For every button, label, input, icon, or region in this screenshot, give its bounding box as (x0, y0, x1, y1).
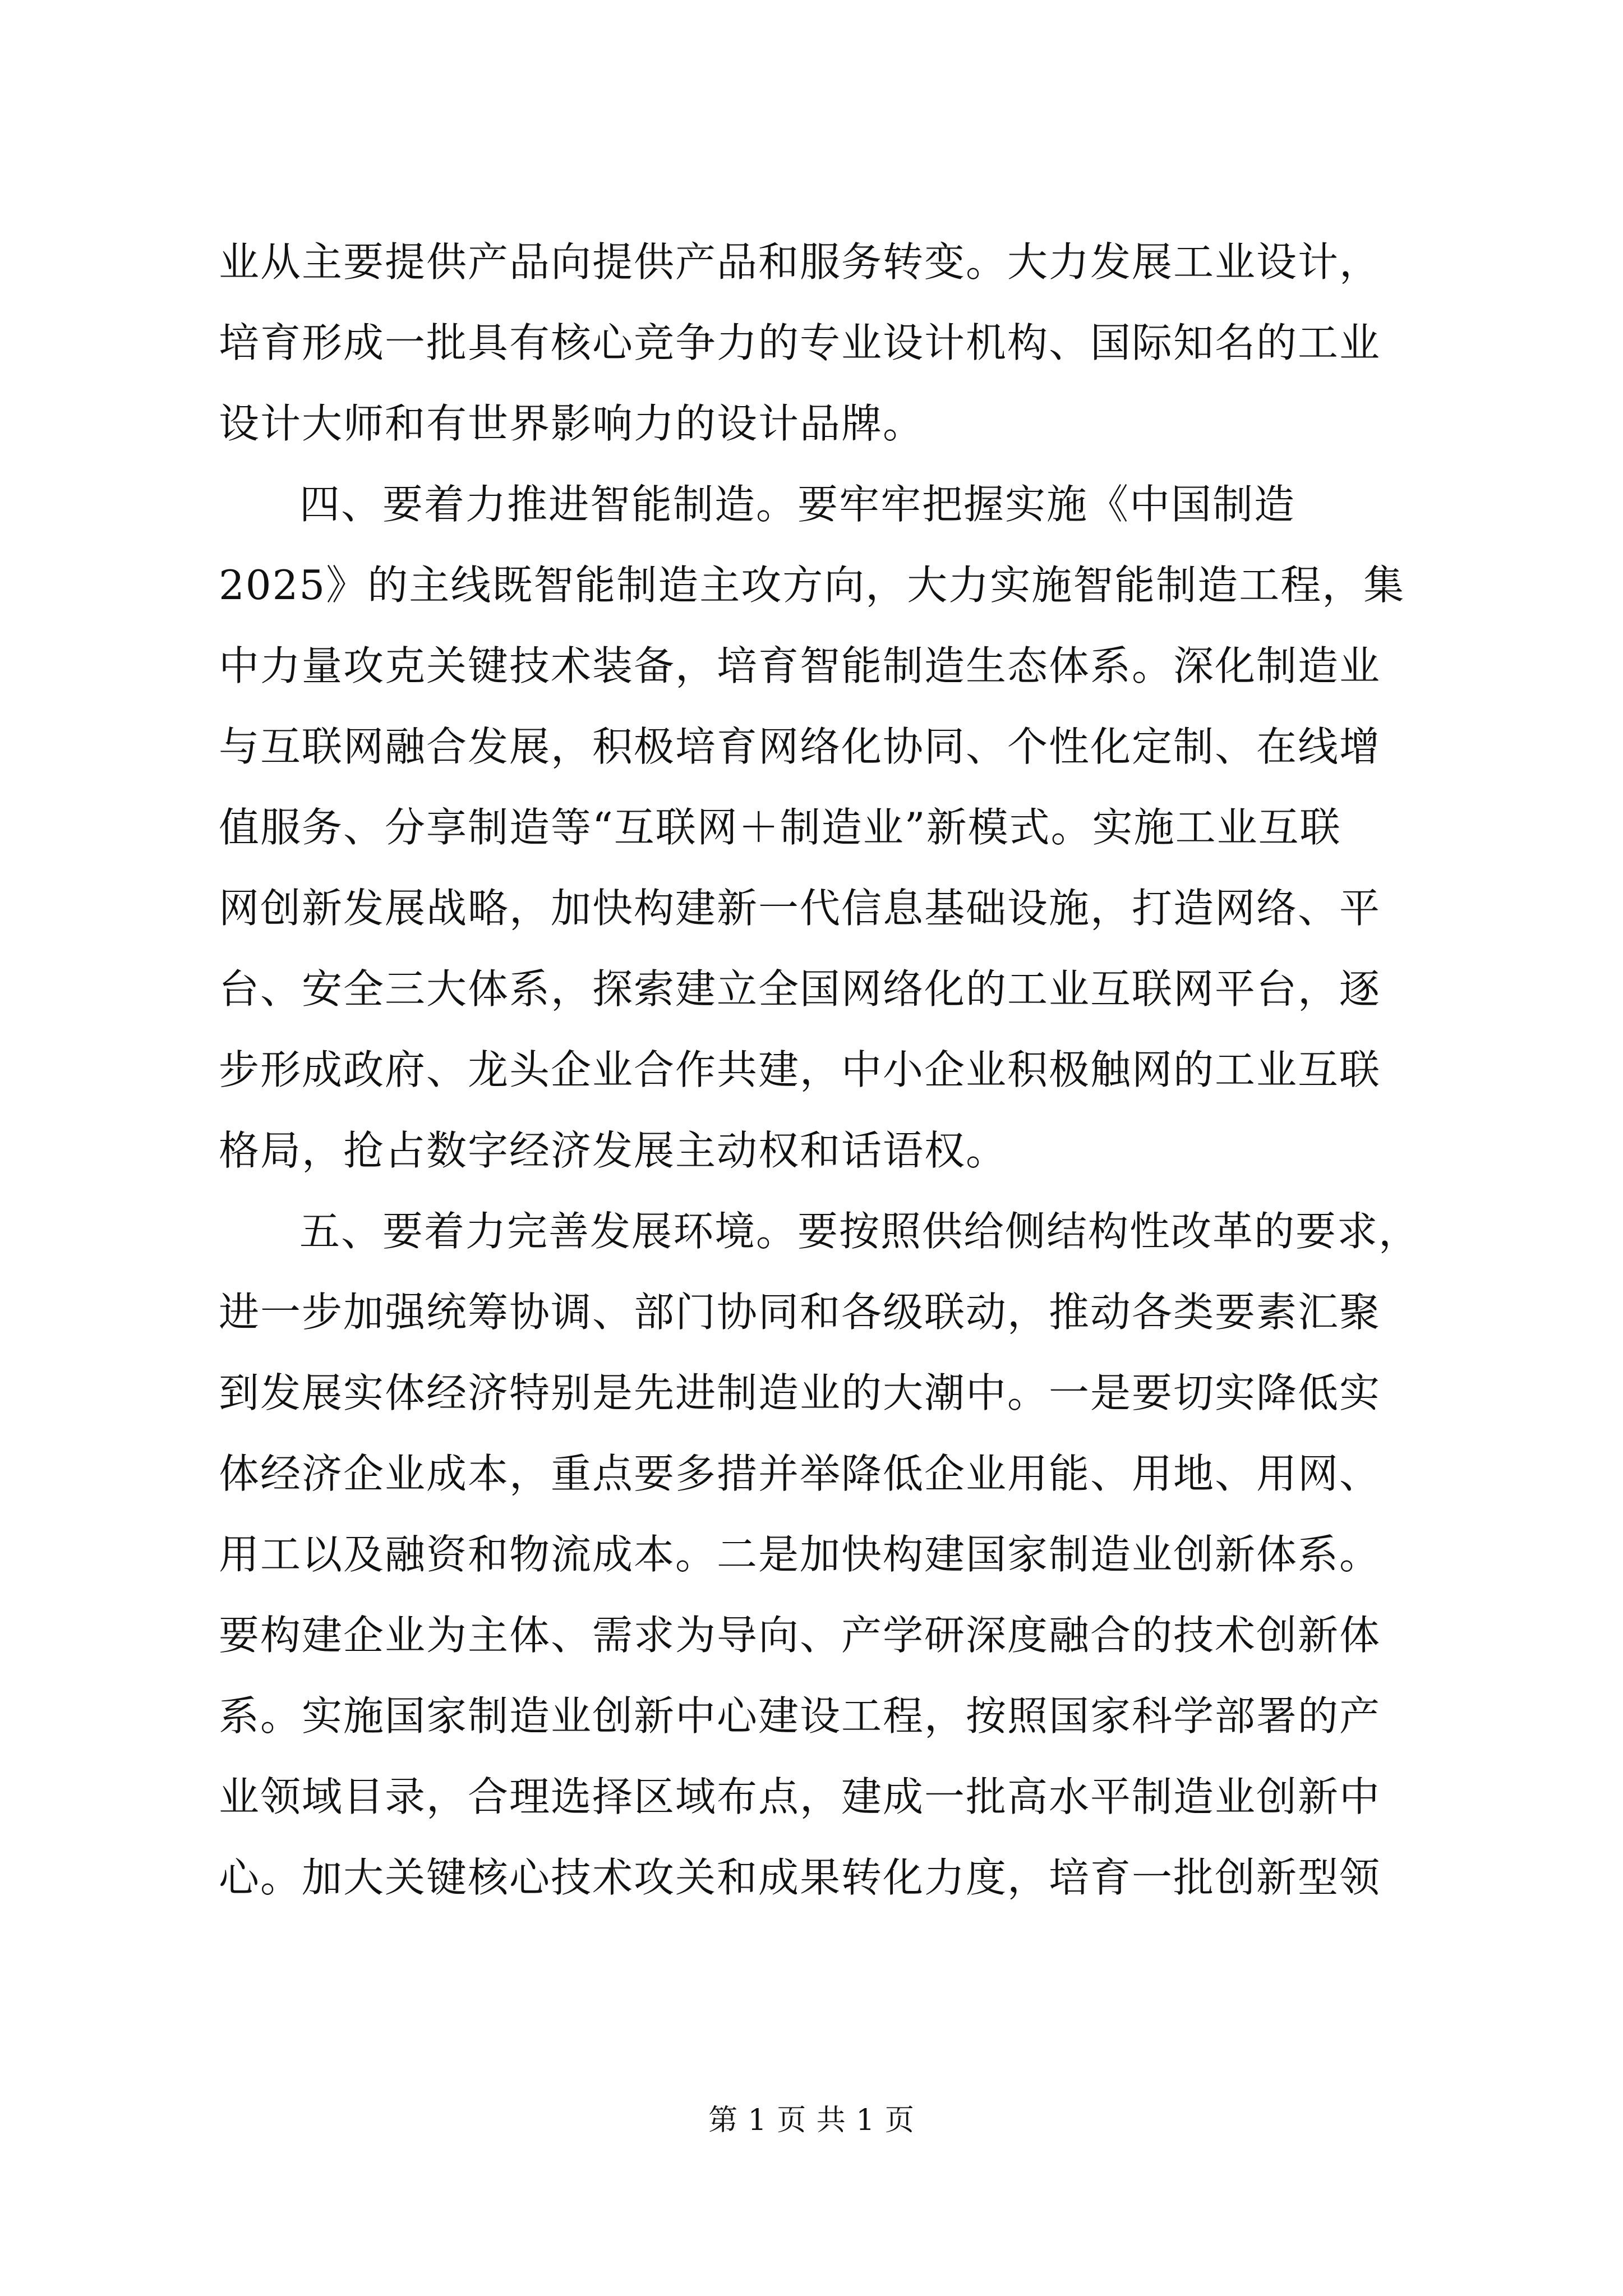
text-line: 心。加大关键核心技术攻关和成果转化力度，培育一批创新型领 (219, 1854, 1381, 1901)
text-line: 系。实施国家制造业创新中心建设工程，按照国家科学部署的产 (219, 1692, 1381, 1740)
page-number-label: 第 1 页 共 1 页 (708, 2104, 915, 2137)
text-line: 进一步加强统筹协调、部门协同和各级联动，推动各类要素汇聚 (219, 1289, 1381, 1336)
text-line: 与互联网融合发展，积极培育网络化协同、个性化定制、在线增 (219, 723, 1381, 770)
text-line: 2025》的主线既智能制造主攻方向，大力实施智能制造工程，集 (219, 562, 1405, 609)
text-line: 网创新发展战略，加快构建新一代信息基础设施，打造网络、平 (219, 885, 1381, 932)
text-line: 中力量攻克关键技术装备，培育智能制造生态体系。深化制造业 (219, 642, 1381, 689)
text-line: 步形成政府、龙头企业合作共建，中小企业积极触网的工业互联 (219, 1046, 1381, 1093)
text-line: 业领域目录，合理选择区域布点，建成一批高水平制造业创新中 (219, 1773, 1381, 1820)
text-line: 设计大师和有世界影响力的设计品牌。 (219, 400, 925, 447)
text-line: 要构建企业为主体、需求为导向、产学研深度融合的技术创新体 (219, 1612, 1381, 1659)
text-line: 到发展实体经济特别是先进制造业的大潮中。一是要切实降低实 (219, 1369, 1381, 1416)
text-line: 体经济企业成本，重点要多措并举降低企业用能、用地、用网、 (219, 1450, 1381, 1497)
text-line: 业从主要提供产品向提供产品和服务转变。大力发展工业设计， (219, 238, 1381, 286)
text-line: 值服务、分享制造等“互联网＋制造业”新模式。实施工业互联 (219, 804, 1341, 851)
text-line: 用工以及融资和物流成本。二是加快构建国家制造业创新体系。 (219, 1531, 1381, 1578)
page-footer (0, 2101, 1623, 2140)
text-line: 格局，抢占数字经济发展主动权和话语权。 (219, 1127, 1008, 1174)
text-line: 台、安全三大体系，探索建立全国网络化的工业互联网平台，逐 (219, 965, 1381, 1013)
body-text (219, 222, 1419, 1918)
text-line: 培育形成一批具有核心竞争力的专业设计机构、国际知名的工业 (219, 319, 1381, 366)
paragraph-start-line: 五、要着力完善发展环境。要按照供给侧结构性改革的要求， (299, 1208, 1421, 1255)
paragraph-start-line: 四、要着力推进智能制造。要牢牢把握实施《中国制造 (299, 481, 1296, 528)
